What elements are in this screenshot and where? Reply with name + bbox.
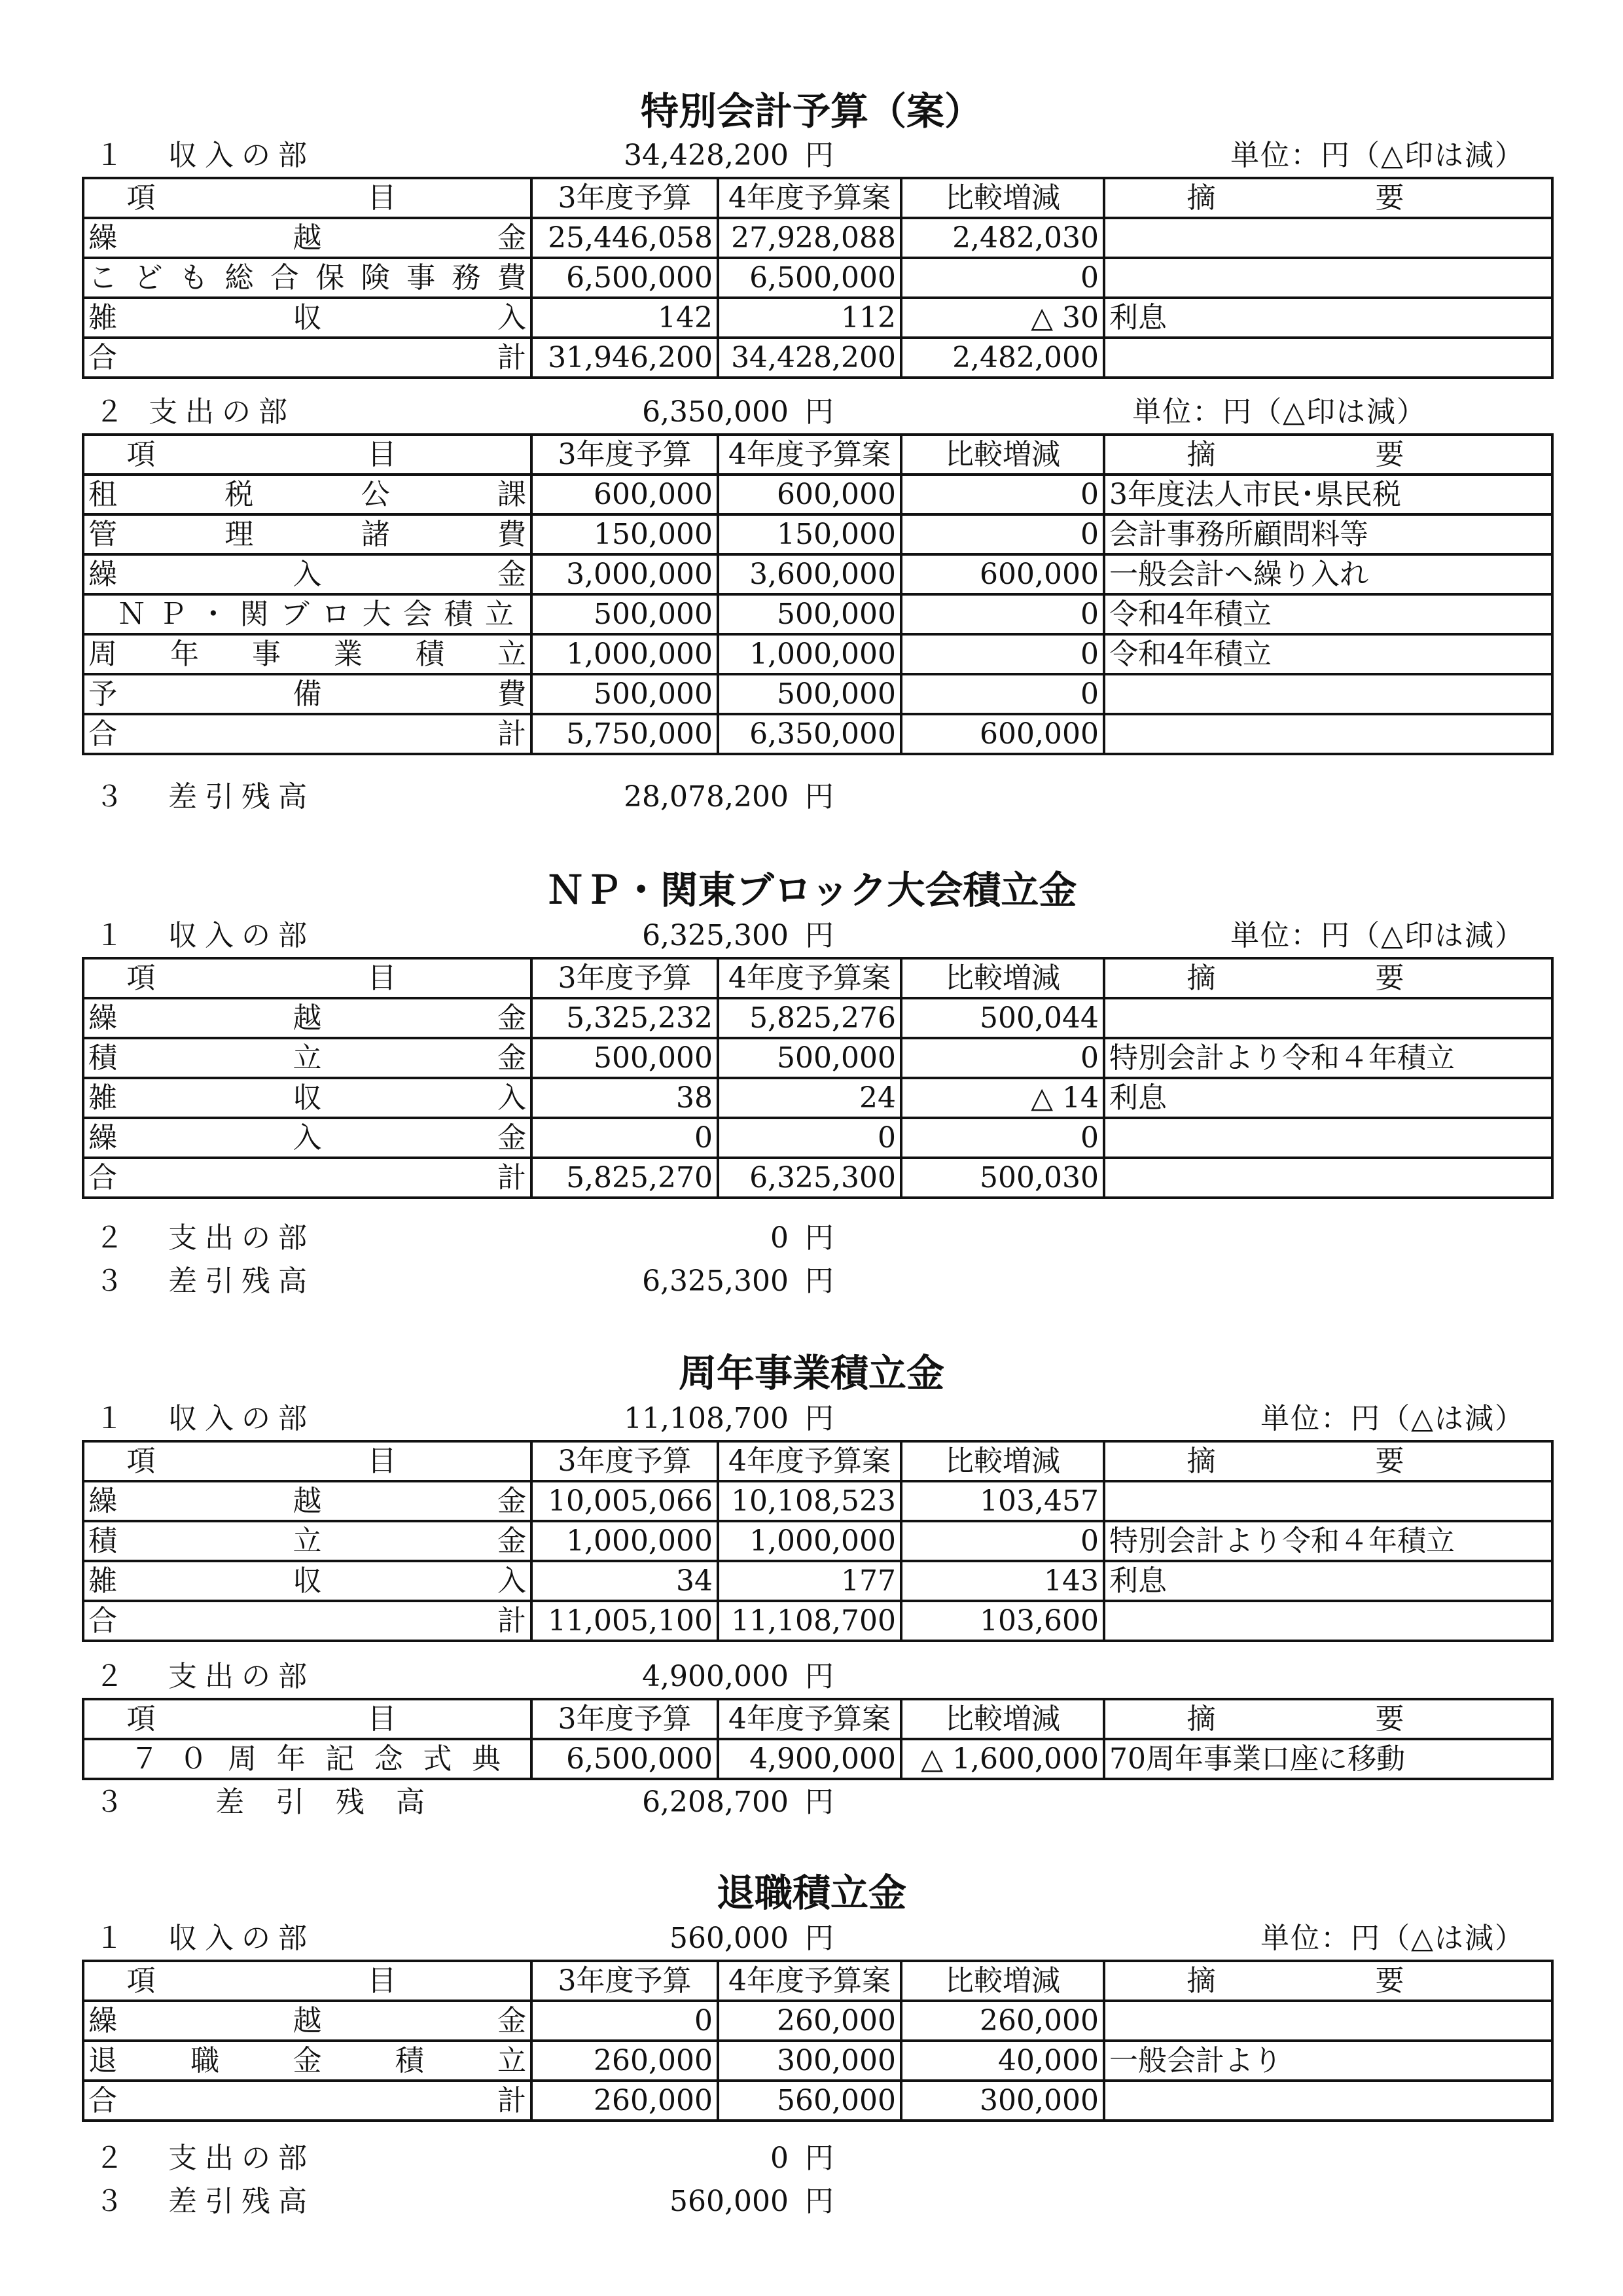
row-item: 雑収入	[83, 1078, 531, 1118]
section2-income-table	[82, 957, 1554, 1199]
table-row	[83, 1739, 1552, 1779]
section3-title: 周年事業積立金	[678, 1351, 944, 1395]
header-note: 摘 要	[1104, 1441, 1552, 1481]
row-curr: 600,000	[718, 475, 901, 514]
table-header-row	[83, 958, 1552, 998]
row-note: 特別会計より令和４年積立	[1104, 1521, 1552, 1561]
row-prev: 260,000	[531, 2041, 718, 2081]
yen-unit: 円	[805, 919, 834, 952]
header-prev: 3年度予算	[531, 1961, 718, 2001]
yen-unit: 円	[805, 2185, 834, 2218]
table-row	[83, 514, 1552, 554]
row-curr: 1,000,000	[718, 634, 901, 674]
table-row	[83, 1481, 1552, 1521]
expense-label: ２ 支出の部	[95, 1660, 315, 1693]
row-diff: △ 30	[901, 298, 1104, 338]
balance-amount: 28,078,200	[624, 780, 789, 814]
row-curr: 6,500,000	[718, 258, 901, 298]
section1-income-table	[82, 177, 1554, 379]
row-note	[1104, 218, 1552, 258]
row-diff: 103,600	[901, 1601, 1104, 1641]
header-note: 摘 要	[1104, 435, 1552, 475]
row-note: 会計事務所顧問料等	[1104, 514, 1552, 554]
balance-label: ３ 差引残高	[95, 780, 315, 814]
section4-title: 退職積立金	[716, 1871, 906, 1915]
row-note	[1104, 674, 1552, 714]
header-diff: 比較増減	[901, 435, 1104, 475]
income-amount: 11,108,700	[624, 1402, 789, 1435]
row-curr: 34,428,200	[718, 338, 901, 378]
row-prev: 500,000	[531, 674, 718, 714]
row-diff: 103,457	[901, 1481, 1104, 1521]
header-diff: 比較増減	[901, 1441, 1104, 1481]
row-prev: 5,825,270	[531, 1158, 718, 1198]
row-item: 繰入金	[83, 554, 531, 594]
row-note: 70周年事業口座に移動	[1104, 1739, 1552, 1779]
table-row	[83, 218, 1552, 258]
row-note: 令和4年積立	[1104, 594, 1552, 634]
income-label: １ 収入の部	[95, 1402, 315, 1435]
row-note: 一般会計へ繰り入れ	[1104, 554, 1552, 594]
unit-note: 単位：円（△印は減）	[1230, 139, 1525, 172]
header-note: 摘 要	[1104, 1961, 1552, 2001]
header-diff: 比較増減	[901, 958, 1104, 998]
section1-expense-table	[82, 433, 1554, 755]
row-item: 積立金	[83, 1521, 531, 1561]
row-item: 雑収入	[83, 298, 531, 338]
row-curr: 112	[718, 298, 901, 338]
row-item: 繰越金	[83, 2001, 531, 2041]
income-label: １ 収入の部	[95, 1922, 315, 1955]
unit-note: 単位：円（△は減）	[1260, 1922, 1525, 1955]
table-row	[83, 998, 1552, 1038]
row-prev: 38	[531, 1078, 718, 1118]
row-item: 繰越金	[83, 1481, 531, 1521]
row-diff: 2,482,000	[901, 338, 1104, 378]
yen-unit: 円	[805, 395, 834, 429]
yen-unit: 円	[805, 1660, 834, 1693]
row-item: 繰越金	[83, 998, 531, 1038]
table-row	[83, 258, 1552, 298]
table-row	[83, 1521, 1552, 1561]
header-curr: 4年度予算案	[718, 1699, 901, 1739]
row-item: 予備費	[83, 674, 531, 714]
row-prev: 34	[531, 1561, 718, 1601]
section1-expense-line	[82, 393, 1551, 432]
row-note: 利息	[1104, 298, 1552, 338]
row-curr: 10,108,523	[718, 1481, 901, 1521]
table-row	[83, 1078, 1552, 1118]
row-curr: 27,928,088	[718, 218, 901, 258]
row-curr: 500,000	[718, 674, 901, 714]
row-note	[1104, 1481, 1552, 1521]
section1-title: 特別会計予算（案）	[640, 89, 982, 134]
header-prev: 3年度予算	[531, 1441, 718, 1481]
row-prev: 5,325,232	[531, 998, 718, 1038]
row-curr: 6,325,300	[718, 1158, 901, 1198]
section4-expense-line	[82, 2139, 1551, 2178]
row-diff: △ 14	[901, 1078, 1104, 1118]
income-amount: 6,325,300	[642, 919, 789, 952]
section4-income-table	[82, 1960, 1554, 2122]
row-curr: 500,000	[718, 594, 901, 634]
row-note	[1104, 258, 1552, 298]
header-prev: 3年度予算	[531, 1699, 718, 1739]
row-item: 繰越金	[83, 218, 531, 258]
row-note	[1104, 714, 1552, 754]
section4-income-line	[82, 1919, 1551, 1958]
section1-income-line	[82, 136, 1551, 175]
row-item: 雑収入	[83, 1561, 531, 1601]
header-prev: 3年度予算	[531, 958, 718, 998]
table-header-row	[83, 1699, 1552, 1739]
row-item: 合計	[83, 714, 531, 754]
table-header-row	[83, 1441, 1552, 1481]
yen-unit: 円	[805, 2142, 834, 2175]
row-curr: 11,108,700	[718, 1601, 901, 1641]
row-item: 租税公課	[83, 475, 531, 514]
row-note	[1104, 1158, 1552, 1198]
yen-unit: 円	[805, 1922, 834, 1955]
section2-balance-line	[82, 1262, 1551, 1301]
section3-income-line	[82, 1399, 1551, 1439]
row-curr: 4,900,000	[718, 1739, 901, 1779]
row-item: 周年事業積立	[83, 634, 531, 674]
balance-amount: 6,208,700	[642, 1785, 789, 1819]
header-note: 摘 要	[1104, 958, 1552, 998]
section2-income-line	[82, 916, 1551, 956]
row-diff: 0	[901, 594, 1104, 634]
row-prev: 6,500,000	[531, 1739, 718, 1779]
row-note: 特別会計より令和４年積立	[1104, 1038, 1552, 1078]
total-row	[83, 1158, 1552, 1198]
header-item: 項 目	[83, 1961, 531, 2001]
row-item: 合計	[83, 2081, 531, 2121]
row-item: 合計	[83, 1158, 531, 1198]
table-row	[83, 1561, 1552, 1601]
row-diff: 600,000	[901, 714, 1104, 754]
row-item: 管理諸費	[83, 514, 531, 554]
total-row	[83, 714, 1552, 754]
row-curr: 24	[718, 1078, 901, 1118]
row-diff: △ 1,600,000	[901, 1739, 1104, 1779]
header-item: 項 目	[83, 958, 531, 998]
row-diff: 0	[901, 475, 1104, 514]
row-prev: 10,005,066	[531, 1481, 718, 1521]
row-item: こども総合保険事務費	[83, 258, 531, 298]
expense-amount: 0	[770, 1221, 789, 1255]
row-diff: 143	[901, 1561, 1104, 1601]
row-note: 利息	[1104, 1561, 1552, 1601]
row-item: 合計	[83, 338, 531, 378]
row-prev: 11,005,100	[531, 1601, 718, 1641]
yen-unit: 円	[805, 1785, 834, 1819]
row-diff: 300,000	[901, 2081, 1104, 2121]
row-prev: 1,000,000	[531, 1521, 718, 1561]
row-curr: 1,000,000	[718, 1521, 901, 1561]
header-prev: 3年度予算	[531, 435, 718, 475]
row-note: 一般会計より	[1104, 2041, 1552, 2081]
expense-amount: 4,900,000	[642, 1660, 789, 1693]
table-row	[83, 2041, 1552, 2081]
row-diff: 260,000	[901, 2001, 1104, 2041]
header-item: 項 目	[83, 178, 531, 218]
section3-income-table	[82, 1440, 1554, 1642]
row-diff: 500,044	[901, 998, 1104, 1038]
row-diff: 0	[901, 634, 1104, 674]
row-note: 令和4年積立	[1104, 634, 1552, 674]
yen-unit: 円	[805, 139, 834, 172]
section4-balance-line	[82, 2182, 1551, 2221]
total-row	[83, 2081, 1552, 2121]
section2-expense-line	[82, 1219, 1551, 1258]
row-curr: 150,000	[718, 514, 901, 554]
row-item: 繰入金	[83, 1118, 531, 1158]
row-note: 3年度法人市民･県民税	[1104, 475, 1552, 514]
table-row	[83, 554, 1552, 594]
table-row	[83, 674, 1552, 714]
row-prev: 0	[531, 1118, 718, 1158]
row-prev: 500,000	[531, 1038, 718, 1078]
row-curr: 0	[718, 1118, 901, 1158]
row-curr: 5,825,276	[718, 998, 901, 1038]
row-note	[1104, 998, 1552, 1038]
expense-label: ２ 支出の部	[95, 2142, 315, 2175]
row-curr: 6,350,000	[718, 714, 901, 754]
expense-amount: 0	[770, 2142, 789, 2175]
expense-label: ２ 支出の部	[95, 1221, 315, 1255]
unit-note: 単位：円（△印は減）	[1132, 395, 1427, 429]
row-curr: 260,000	[718, 2001, 901, 2041]
row-prev: 6,500,000	[531, 258, 718, 298]
row-prev: 600,000	[531, 475, 718, 514]
table-row	[83, 594, 1552, 634]
header-diff: 比較増減	[901, 1961, 1104, 2001]
row-item: ７０周年記念式典	[83, 1739, 531, 1779]
row-prev: 260,000	[531, 2081, 718, 2121]
row-diff: 0	[901, 674, 1104, 714]
row-note	[1104, 338, 1552, 378]
row-note	[1104, 1601, 1552, 1641]
header-item: 項 目	[83, 1699, 531, 1739]
row-note	[1104, 1118, 1552, 1158]
balance-amount: 6,325,300	[642, 1265, 789, 1298]
unit-note: 単位：円（△は減）	[1260, 1402, 1525, 1435]
balance-label: ３ 差引残高	[95, 1265, 315, 1298]
table-row	[83, 1118, 1552, 1158]
income-label: １ 収入の部	[95, 139, 315, 172]
section3-expense-line	[82, 1657, 1551, 1696]
row-diff: 0	[901, 1038, 1104, 1078]
row-prev: 1,000,000	[531, 634, 718, 674]
table-header-row	[83, 1961, 1552, 2001]
total-row	[83, 1601, 1552, 1641]
total-row	[83, 338, 1552, 378]
row-curr: 177	[718, 1561, 901, 1601]
header-curr: 4年度予算案	[718, 1961, 901, 2001]
row-prev: 3,000,000	[531, 554, 718, 594]
row-item: 合計	[83, 1601, 531, 1641]
table-row	[83, 298, 1552, 338]
table-row	[83, 475, 1552, 514]
income-label: １ 収入の部	[95, 919, 315, 952]
row-curr: 560,000	[718, 2081, 901, 2121]
yen-unit: 円	[805, 1402, 834, 1435]
row-diff: 0	[901, 258, 1104, 298]
table-row	[83, 1038, 1552, 1078]
row-prev: 5,750,000	[531, 714, 718, 754]
header-diff: 比較増減	[901, 178, 1104, 218]
row-diff: 0	[901, 514, 1104, 554]
row-item: ＮＰ・関ブロ大会積立	[83, 594, 531, 634]
yen-unit: 円	[805, 1265, 834, 1298]
header-curr: 4年度予算案	[718, 1441, 901, 1481]
row-note	[1104, 2081, 1552, 2121]
row-prev: 150,000	[531, 514, 718, 554]
row-diff: 2,482,030	[901, 218, 1104, 258]
header-note: 摘 要	[1104, 1699, 1552, 1739]
header-curr: 4年度予算案	[718, 958, 901, 998]
table-header-row	[83, 435, 1552, 475]
table-header-row	[83, 178, 1552, 218]
section3-expense-table	[82, 1698, 1554, 1780]
section2-title: ＮＰ・関東ブロック大会積立金	[546, 868, 1077, 912]
row-diff: 500,030	[901, 1158, 1104, 1198]
unit-note: 単位：円（△印は減）	[1230, 919, 1525, 952]
yen-unit: 円	[805, 1221, 834, 1255]
expense-label: ２ 支出の部	[95, 395, 295, 429]
income-amount: 34,428,200	[624, 139, 789, 172]
row-prev: 500,000	[531, 594, 718, 634]
row-diff: 40,000	[901, 2041, 1104, 2081]
header-note: 摘 要	[1104, 178, 1552, 218]
header-item: 項 目	[83, 1441, 531, 1481]
row-prev: 0	[531, 2001, 718, 2041]
section3-balance-line	[82, 1783, 1551, 1822]
yen-unit: 円	[805, 780, 834, 814]
row-prev: 31,946,200	[531, 338, 718, 378]
header-prev: 3年度予算	[531, 178, 718, 218]
row-item: 積立金	[83, 1038, 531, 1078]
header-curr: 4年度予算案	[718, 178, 901, 218]
row-prev: 25,446,058	[531, 218, 718, 258]
row-curr: 500,000	[718, 1038, 901, 1078]
table-row	[83, 634, 1552, 674]
balance-amount: 560,000	[669, 2185, 789, 2218]
expense-amount: 6,350,000	[642, 395, 789, 429]
table-row	[83, 2001, 1552, 2041]
row-diff: 600,000	[901, 554, 1104, 594]
row-curr: 300,000	[718, 2041, 901, 2081]
row-curr: 3,600,000	[718, 554, 901, 594]
row-diff: 0	[901, 1521, 1104, 1561]
balance-label: ３ 差引残高	[95, 1785, 456, 1819]
row-note	[1104, 2001, 1552, 2041]
header-item: 項 目	[83, 435, 531, 475]
row-diff: 0	[901, 1118, 1104, 1158]
balance-label: ３ 差引残高	[95, 2185, 315, 2218]
header-curr: 4年度予算案	[718, 435, 901, 475]
section1-balance-line	[82, 778, 1551, 817]
header-diff: 比較増減	[901, 1699, 1104, 1739]
income-amount: 560,000	[669, 1922, 789, 1955]
row-item: 退職金積立	[83, 2041, 531, 2081]
row-prev: 142	[531, 298, 718, 338]
row-note: 利息	[1104, 1078, 1552, 1118]
